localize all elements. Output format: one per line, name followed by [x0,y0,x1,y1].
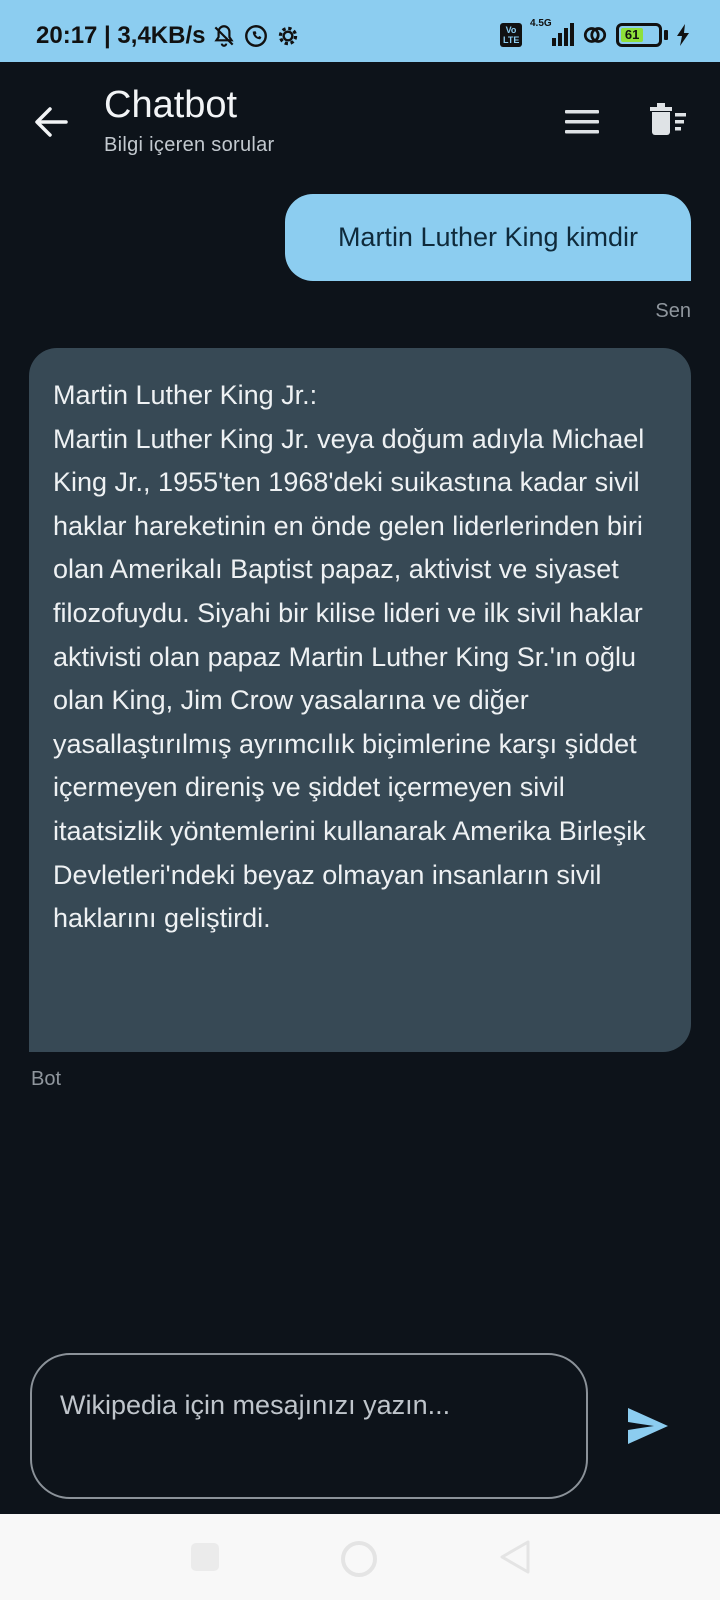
battery-icon [616,23,668,47]
app-bar [0,62,720,182]
user-sender-label: Sen [655,300,691,322]
recent-apps-button[interactable] [191,1543,219,1571]
user-message-bubble[interactable] [285,194,691,281]
mute-bell-icon [211,23,237,49]
bot-message-text: Martin Luther King Jr.: Martin Luther King Jr. veya doğum adıyla Michael King Jr., 1955'ten 1968'deki suikastına kadar sivil haklar hareketinin en önde gelen liderlerinden biri olan Amerikalı Baptist papaz, aktivist ve siyaset filozofuydu. Siyahi bir kilise lideri ve ilk sivil haklar aktivisti olan papaz Martin Luther King Sr.'ın oğlu olan King, Jim Crow yasalarına ve diğer yasallaştırılmış ayrımcılık biçimlerine karşı şiddet içermeyen direniş ve şiddet içermeyen sivil itaatsizlik yöntemlerini kullanarak Amerika Birleşik Devletleri'ndeki beyaz olmayan insanların sivil haklarını geliştirdi. [53,380,646,934]
home-button[interactable] [341,1541,377,1577]
send-icon[interactable] [624,1404,672,1448]
status-right [500,18,690,48]
page-title: Chatbot [104,84,238,126]
signal-icon [530,18,574,48]
status-time-speed: 20:17 | 3,4KB/s [36,22,206,49]
nav-back-icon[interactable] [500,1540,530,1574]
page-subtitle: Bilgi içeren sorular [104,134,275,156]
network-type: 4.5G [530,18,552,29]
message-input[interactable] [30,1353,588,1499]
volte-badge: Vo LTE [500,23,522,47]
charging-icon [676,24,690,46]
back-arrow-icon[interactable] [30,100,74,144]
bot-message-bubble[interactable] [29,348,691,1052]
user-message-text: Martin Luther King kimdir [337,222,639,252]
bot-sender-label: Bot [31,1068,62,1090]
status-left [36,22,301,50]
menu-icon[interactable] [560,100,604,144]
message-input-placeholder: Wikipedia için mesajınızı yazın... [60,1390,451,1420]
settings-gear-icon [275,23,301,49]
battery-level: 61 [621,28,643,42]
delete-sweep-icon[interactable] [646,98,690,142]
status-bar [0,0,720,62]
system-nav-bar [0,1514,720,1600]
whatsapp-icon [243,23,269,49]
link-icon [582,22,608,48]
